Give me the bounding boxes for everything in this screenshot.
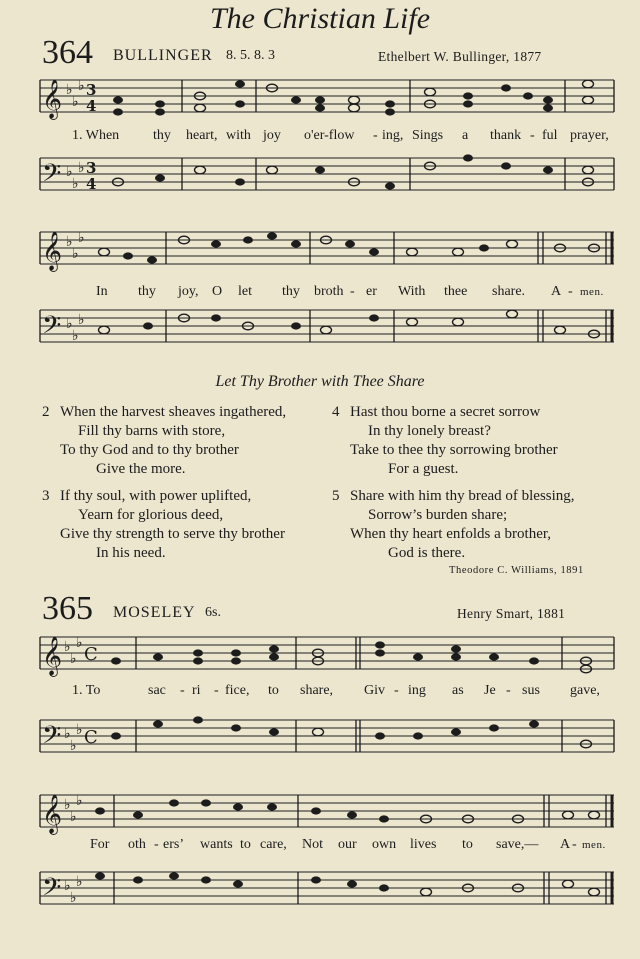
- lyric-syllable: With: [398, 284, 426, 299]
- lyric-syllable: -: [530, 128, 535, 143]
- svg-text:4: 4: [86, 97, 97, 115]
- verse-line: To thy God and to thy brother: [60, 442, 239, 458]
- lyric-syllable: to: [268, 683, 279, 698]
- lyric-syllable: lives: [410, 837, 437, 852]
- meter-364: 8. 5. 8. 3: [226, 48, 275, 63]
- lyric-syllable: Je: [484, 683, 496, 698]
- svg-text:𝄞: 𝄞: [42, 794, 63, 834]
- lyric-syllable: A: [551, 284, 562, 299]
- lyric-syllable: 1. To: [72, 683, 101, 698]
- lyric-syllable: thy: [138, 284, 156, 299]
- lyric-syllable: share,: [300, 683, 334, 698]
- svg-text:𝄢: 𝄢: [42, 721, 62, 756]
- lyric-syllable: O: [212, 284, 223, 299]
- verse-line: When thy heart enfolds a brother,: [350, 526, 551, 542]
- lyric-syllable: joy,: [178, 284, 199, 299]
- verse-line: Give thy strength to serve thy brother: [60, 526, 285, 542]
- lyrics-364-line2: [0, 284, 640, 304]
- verse-line: Take to thee thy sorrowing brother: [350, 442, 558, 458]
- staff-364-1-bass: [40, 158, 614, 190]
- lyric-syllable: prayer,: [570, 128, 609, 143]
- lyric-syllable: as: [452, 683, 464, 698]
- lyric-syllable: o'er-flow: [304, 128, 355, 143]
- lyric-syllable: -: [214, 683, 219, 698]
- hymn-number-364: 364: [42, 34, 93, 71]
- lyric-syllable: with: [226, 128, 251, 143]
- lyric-syllable: -: [506, 683, 511, 698]
- composer-365: Henry Smart, 1881: [457, 606, 566, 621]
- lyric-syllable: In: [96, 284, 108, 299]
- meter-365: 6s.: [205, 605, 221, 620]
- svg-text:♭: ♭: [66, 164, 73, 180]
- lyrics-365-line1: [0, 683, 640, 703]
- lyric-syllable: fice,: [225, 683, 250, 698]
- lyric-syllable: -: [572, 837, 577, 852]
- svg-text:♭: ♭: [70, 738, 77, 754]
- lyric-syllable: wants: [200, 837, 233, 852]
- verse-line: Fill thy barns with store,: [78, 423, 226, 439]
- svg-text:♭: ♭: [70, 651, 77, 667]
- lyric-syllable: share.: [492, 284, 526, 299]
- lyric-syllable: Giv: [364, 683, 385, 698]
- lyric-syllable: men.: [580, 286, 604, 298]
- lyric-syllable: -: [394, 683, 399, 698]
- svg-text:♭: ♭: [78, 78, 85, 94]
- staff-365-1-treble: [40, 637, 614, 669]
- svg-text:𝄢: 𝄢: [42, 311, 62, 346]
- bass-clef: 𝄢: [42, 159, 62, 194]
- svg-text:♭: ♭: [78, 160, 85, 176]
- svg-text:♭: ♭: [64, 726, 71, 742]
- svg-text:C: C: [84, 727, 98, 748]
- lyric-syllable: 1. When: [72, 128, 120, 143]
- lyric-syllable: -: [180, 683, 185, 698]
- composer-364: Ethelbert W. Bullinger, 1877: [378, 49, 542, 64]
- verse-line: Hast thou borne a secret sorrow: [350, 404, 541, 420]
- lyric-syllable: men.: [582, 839, 606, 851]
- lyric-syllable: thy: [282, 284, 300, 299]
- text-author: Theodore C. Williams, 1891: [449, 565, 584, 576]
- tune-name-bullinger: BULLINGER: [113, 47, 213, 64]
- lyric-syllable: thank: [490, 128, 522, 143]
- lyric-syllable: sac: [148, 683, 166, 698]
- svg-text:4: 4: [86, 175, 97, 193]
- lyric-syllable: -: [350, 284, 355, 299]
- lyric-syllable: a: [462, 128, 469, 143]
- lyric-syllable: oth: [128, 837, 146, 852]
- svg-text:♭: ♭: [64, 878, 71, 894]
- verse-line: If thy soul, with power uplifted,: [60, 488, 252, 504]
- hymn-number-365: 365: [42, 590, 93, 627]
- lyric-syllable: let: [238, 284, 252, 299]
- svg-text:♭: ♭: [76, 722, 83, 738]
- lyric-syllable: Sings: [412, 128, 444, 143]
- treble-clef: 𝄞: [42, 79, 63, 119]
- lyric-syllable: er: [366, 284, 377, 299]
- svg-text:♭: ♭: [78, 230, 85, 246]
- staff-365-2-treble: [40, 795, 614, 827]
- svg-text:♭: ♭: [66, 82, 73, 98]
- svg-text:♭: ♭: [76, 874, 83, 890]
- svg-text:3: 3: [86, 81, 97, 99]
- svg-text:♭: ♭: [72, 328, 79, 344]
- lyric-syllable: sus: [522, 683, 540, 698]
- lyric-syllable: -: [568, 284, 573, 299]
- lyric-syllable: own: [372, 837, 397, 852]
- svg-text:𝄢: 𝄢: [42, 873, 62, 908]
- lyric-syllable: ri: [192, 683, 201, 698]
- lyric-syllable: gave,: [570, 683, 600, 698]
- svg-text:𝄞: 𝄞: [42, 636, 63, 676]
- svg-text:3: 3: [86, 159, 97, 177]
- svg-text:♭: ♭: [76, 793, 83, 809]
- hymn-subtitle: Let Thy Brother with Thee Share: [215, 373, 425, 390]
- svg-text:♭: ♭: [78, 312, 85, 328]
- svg-text:♭: ♭: [76, 635, 83, 651]
- lyric-syllable: ing,: [382, 128, 404, 143]
- verse-line: Share with him thy bread of blessing,: [350, 488, 575, 504]
- staff-365-1-bass: [40, 720, 614, 752]
- lyric-syllable: A: [560, 837, 571, 852]
- lyric-syllable: ers’: [163, 837, 184, 852]
- staff-365-2-bass: [40, 872, 614, 904]
- lyric-syllable: our: [338, 837, 357, 852]
- verse-line: God is there.: [388, 545, 466, 561]
- svg-text:♭: ♭: [70, 890, 77, 906]
- verse-line: In thy lonely breast?: [368, 423, 491, 439]
- lyric-syllable: broth: [314, 284, 344, 299]
- svg-text:♭: ♭: [66, 234, 73, 250]
- svg-text:♭: ♭: [72, 94, 79, 110]
- lyric-syllable: joy: [263, 128, 281, 143]
- lyric-syllable: For: [90, 837, 110, 852]
- svg-text:♭: ♭: [66, 316, 73, 332]
- lyric-syllable: save,—: [496, 837, 539, 852]
- page-title: The Christian Life: [209, 2, 431, 35]
- verse-line: Yearn for glorious deed,: [78, 507, 224, 523]
- lyrics-364-line1: [0, 128, 640, 148]
- svg-text:♭: ♭: [64, 797, 71, 813]
- svg-text:♭: ♭: [72, 246, 79, 262]
- lyric-syllable: -: [154, 837, 159, 852]
- verse-line: Give the more.: [96, 461, 186, 477]
- lyric-syllable: thy: [153, 128, 171, 143]
- svg-text:𝄞: 𝄞: [42, 231, 63, 271]
- svg-text:♭: ♭: [72, 176, 79, 192]
- lyrics-365-line2: [0, 837, 640, 857]
- lyric-syllable: ful: [542, 128, 558, 143]
- verse-line: In his need.: [96, 545, 166, 561]
- lyric-syllable: to: [240, 837, 251, 852]
- lyric-syllable: to: [462, 837, 473, 852]
- lyric-syllable: heart,: [186, 128, 218, 143]
- verse-line: For a guest.: [388, 461, 459, 477]
- svg-text:♭: ♭: [64, 639, 71, 655]
- lyric-syllable: ing: [408, 683, 426, 698]
- verse-line: When the harvest sheaves ingathered,: [60, 404, 287, 420]
- lyric-syllable: care,: [260, 837, 287, 852]
- lyric-syllable: -: [373, 128, 378, 143]
- verse-line: Sorrow’s burden share;: [368, 507, 508, 523]
- lyric-syllable: thee: [444, 284, 468, 299]
- lyric-syllable: Not: [302, 837, 323, 852]
- svg-text:♭: ♭: [70, 809, 77, 825]
- svg-text:C: C: [84, 644, 98, 665]
- tune-name-moseley: MOSELEY: [113, 604, 196, 621]
